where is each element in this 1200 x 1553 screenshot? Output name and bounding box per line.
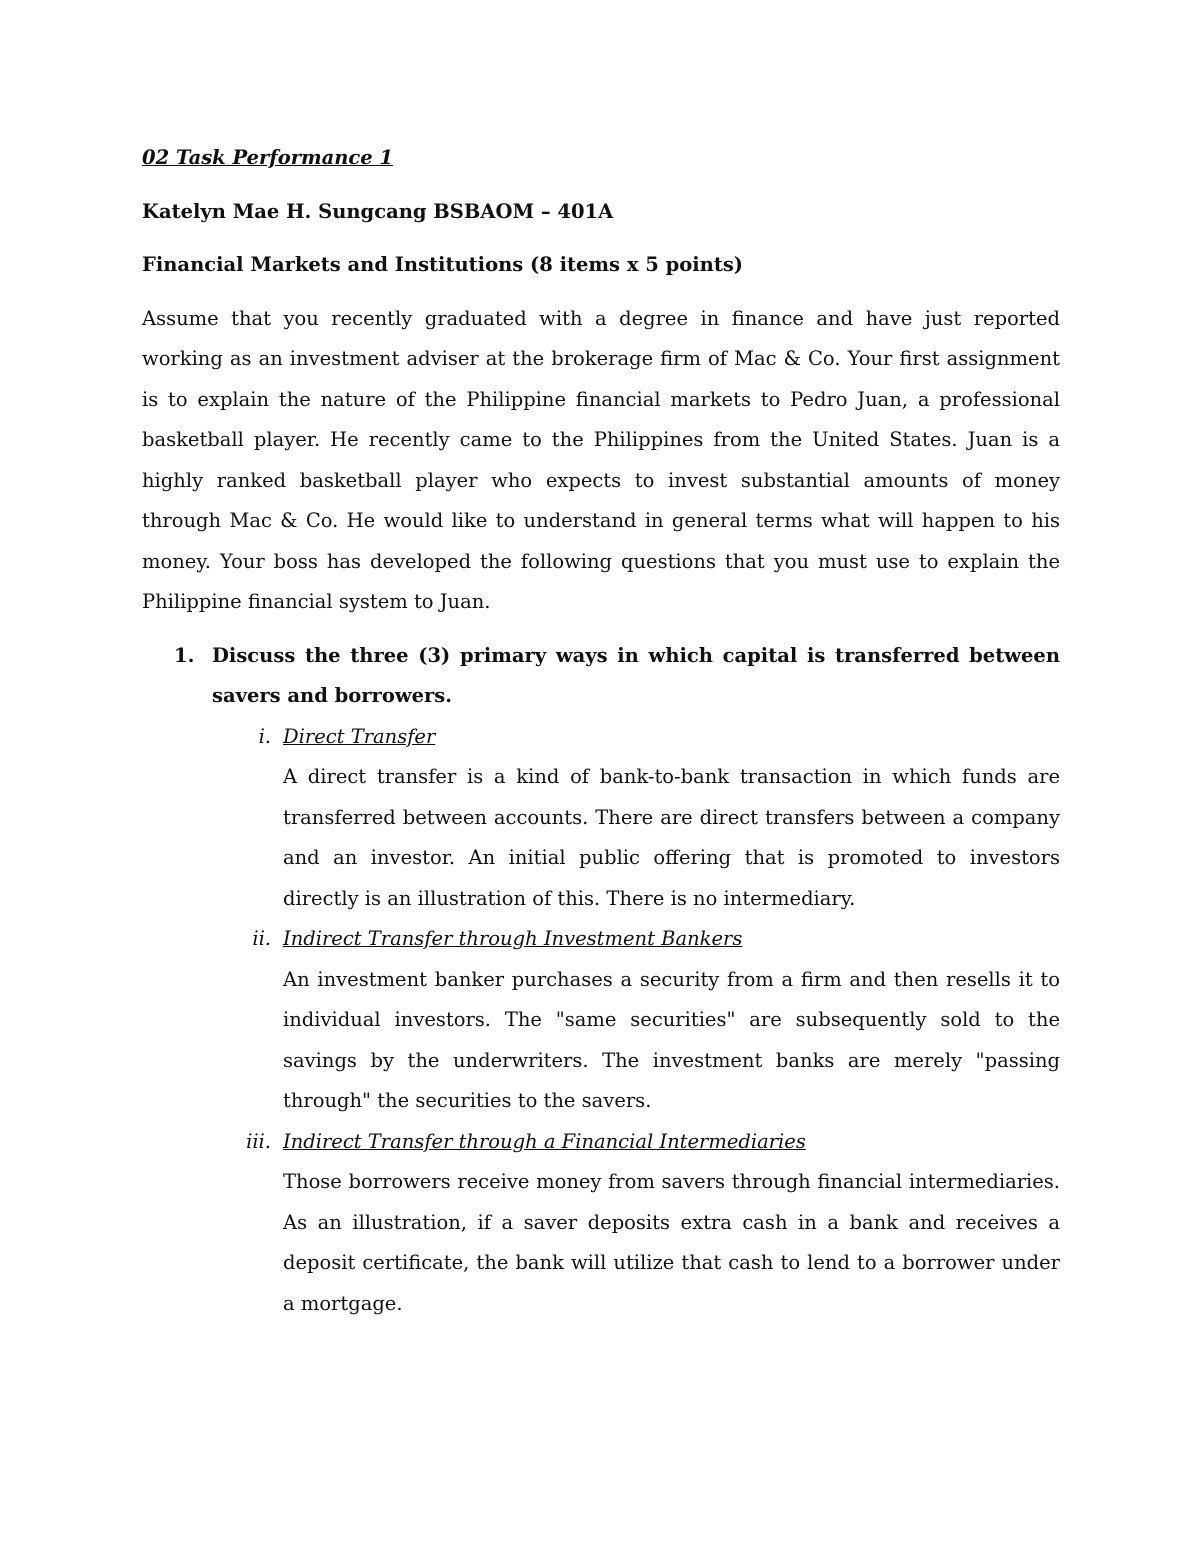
course-line: Financial Markets and Institutions (8 items x 5 points): [142, 253, 744, 276]
subitem-body: An investment banker purchases a security from a firm and then resells it to individual investors. The "same securities" are subsequently sold to the savings by the underwriters. The investment banks are merely "passing through" the securities to the savers.: [283, 967, 1060, 1112]
question-1: [142, 636, 1060, 717]
subitem-numeral: i.: [258, 724, 271, 748]
subitem-financial-intermediaries: [246, 1122, 1060, 1325]
subitem-numeral: iii.: [246, 1129, 271, 1153]
subitem-heading: Direct Transfer: [283, 724, 436, 748]
subitem-heading: Indirect Transfer through a Financial Intermediaries: [283, 1129, 806, 1153]
question-text: Discuss the three (3) primary ways in which capital is transferred between savers and borrowers.: [212, 643, 1060, 707]
subitem-body: A direct transfer is a kind of bank-to-bank transaction in which funds are transferred between accounts. There are direct transfers between a company and an investor. An initial public offering that is promoted to investors directly is an illustration of this. There is no intermediary.: [283, 765, 1060, 910]
question-number: 1.: [174, 643, 195, 667]
intro-paragraph: Assume that you recently graduated with a degree in finance and have just reported working as an investment adviser at the brokerage firm of Mac & Co. Your first assignment is to explain the nature of the Philippine financial markets to Pedro Juan, a professional basketball player. He recently came to the Philippines from the United States. Juan is a highly ranked basketball player who expects to invest substantial amounts of money through Mac & Co. He would like to understand in general terms what will happen to his money. Your boss has developed the following questions that you must use to explain the Philippine financial system to Juan.: [142, 306, 1060, 613]
subitem-heading: Indirect Transfer through Investment Bankers: [283, 927, 743, 950]
answer-subitems: [142, 717, 1060, 1325]
subitem-investment-bankers: [252, 919, 1060, 1122]
subitem-direct-transfer: [258, 717, 1060, 920]
document-title: 02 Task Performance 1: [142, 146, 394, 169]
subitem-numeral: ii.: [252, 927, 271, 950]
document-body: [142, 138, 1060, 1324]
author-line: Katelyn Mae H. Sungcang BSBAOM – 401A: [142, 199, 614, 223]
subitem-body: Those borrowers receive money from savers through financial intermediaries. As an illustration, if a saver deposits extra cash in a bank and receives a deposit certificate, the bank will utilize that cash to lend to a borrower under a mortgage.: [283, 1170, 1060, 1315]
